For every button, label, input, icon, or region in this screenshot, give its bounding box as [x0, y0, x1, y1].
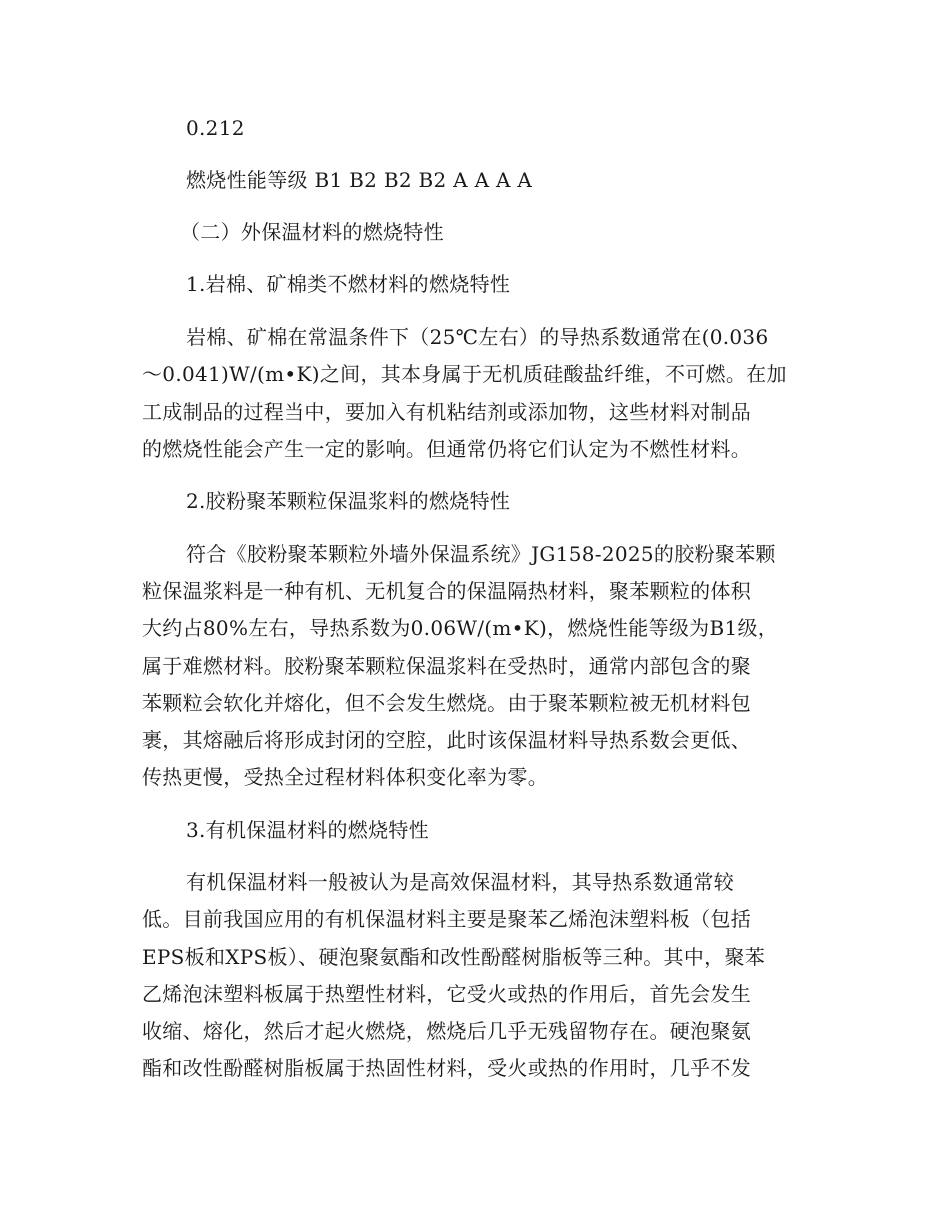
value-line: 0.212 [186, 116, 245, 140]
paragraph-1-line-4: 的燃烧性能会产生一定的影响。但通常仍将它们认定为不燃性材料。 [142, 437, 751, 461]
paragraph-2-line-7: 传热更慢，受热全过程材料体积变化率为零。 [142, 765, 548, 789]
paragraph-3-line-4: 乙烯泡沫塑料板属于热塑性材料，它受火或热的作用后，首先会发生 [142, 982, 751, 1006]
paragraph-2-line-5: 苯颗粒会软化并熔化，但不会发生燃烧。由于聚苯颗粒被无机材料包 [142, 691, 751, 715]
paragraph-1-line-2: ～0.041)W/(m•K)之间，其本身属于无机质硅酸盐纤维，不可燃。在加 [142, 362, 787, 386]
combustion-grade-line: 燃烧性能等级 B1 B2 B2 B2 A A A A [186, 168, 533, 192]
paragraph-2-line-2: 粒保温浆料是一种有机、无机复合的保温隔热材料，聚苯颗粒的体积 [142, 579, 751, 603]
paragraph-1-line-3: 工成制品的过程当中，要加入有机粘结剂或添加物，这些材料对制品 [142, 400, 751, 424]
paragraph-3-line-6: 酯和改性酚醛树脂板属于热固性材料，受火或热的作用时，几乎不发 [142, 1056, 751, 1080]
section-heading: （二）外保温材料的燃烧特性 [180, 220, 444, 244]
paragraph-3-line-2: 低。目前我国应用的有机保温材料主要是聚苯乙烯泡沫塑料板（包括 [142, 907, 751, 931]
paragraph-3-line-3: EPS板和XPS板）、硬泡聚氨酯和改性酚醛树脂板等三种。其中，聚苯 [142, 945, 766, 969]
paragraph-3-line-1: 有机保温材料一般被认为是高效保温材料，其导热系数通常较 [186, 870, 735, 894]
paragraph-2-line-1: 符合《胶粉聚苯颗粒外墙外保温系统》JG158-2025的胶粉聚苯颗 [186, 542, 776, 566]
paragraph-3-line-5: 收缩、熔化，然后才起火燃烧，燃烧后几乎无残留物存在。硬泡聚氨 [142, 1019, 751, 1043]
subheading-3: 3.有机保温材料的燃烧特性 [186, 818, 429, 842]
paragraph-1-line-1: 岩棉、矿棉在常温条件下（25℃左右）的导热系数通常在(0.036 [186, 325, 769, 349]
paragraph-2-line-3: 大约占80%左右，导热系数为0.06W/(m•K)，燃烧性能等级为B1级， [142, 616, 779, 640]
subheading-2: 2.胶粉聚苯颗粒保温浆料的燃烧特性 [186, 489, 511, 513]
subheading-1: 1.岩棉、矿棉类不燃材料的燃烧特性 [186, 272, 511, 296]
paragraph-2-line-6: 裹，其熔融后将形成封闭的空腔，此时该保温材料导热系数会更低、 [142, 728, 751, 752]
paragraph-2-line-4: 属于难燃材料。胶粉聚苯颗粒保温浆料在受热时，通常内部包含的聚 [142, 654, 751, 678]
